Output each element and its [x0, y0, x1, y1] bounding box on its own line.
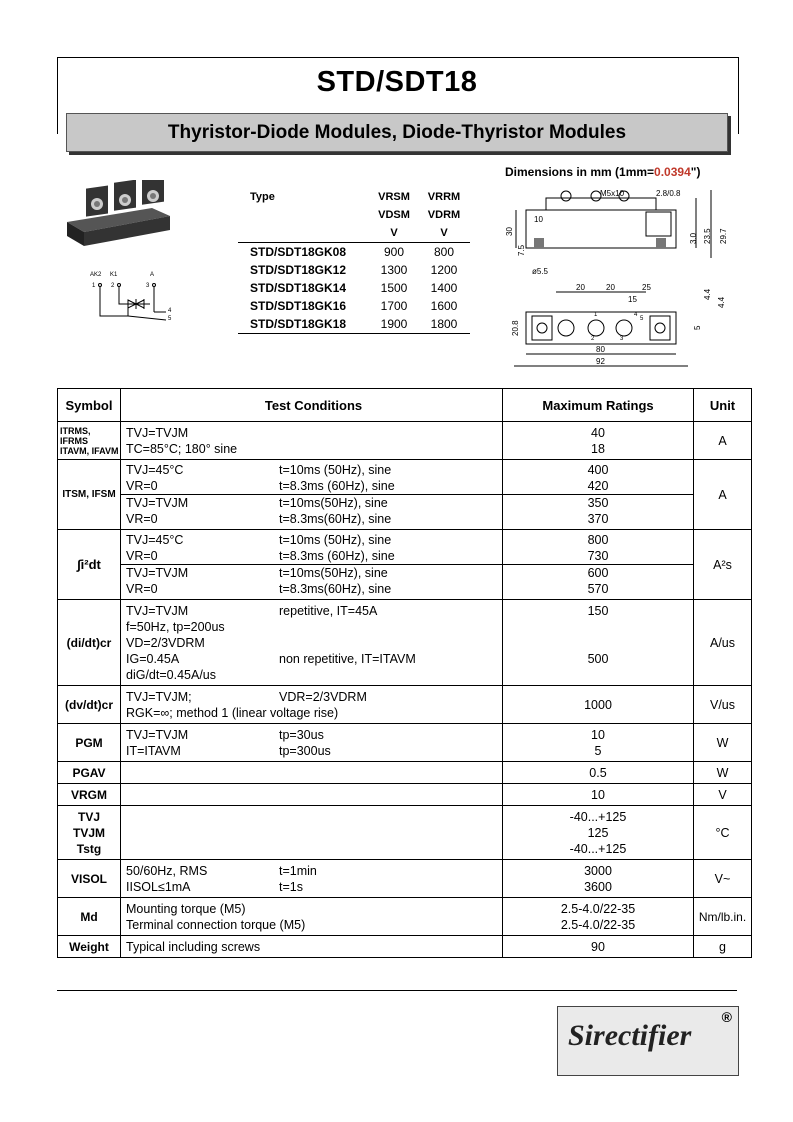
dimension-drawing [496, 182, 736, 372]
table-row: VRGM 10 V [58, 784, 752, 806]
dim-label: 20 [606, 283, 615, 292]
dim-label: M5x10 [600, 189, 625, 198]
circuit-schematic [88, 268, 178, 330]
dim-label: 80 [596, 345, 605, 354]
table-row: Md Mounting torque (M5) Terminal connection torque (M5) 2.5-4.0/22-35 2.5-4.0/22-35 Nm/lb.in. [58, 898, 752, 936]
dim-label: 30 [505, 227, 514, 236]
dim-label: 4.4 [703, 288, 712, 300]
module-photo [62, 180, 172, 250]
dim-label: 7.5 [517, 244, 526, 256]
header-conditions: Test Conditions [121, 389, 503, 422]
dim-label: 25 [642, 283, 651, 292]
table-row: ITSM, IFSM TVJ=45°C t=10ms (50Hz), sine VR=0 t=8.3ms (60Hz), sine TVJ=TVJM t=10ms(50Hz), sine VR=0 t=8.3ms(60Hz), sine 400 420 350 370 A [58, 460, 752, 530]
dim-label: 4.4 [717, 296, 726, 308]
table-row: ITRMS, IFRMS ITAVM, IFAVM TVJ=TVJM TC=85°C; 180° sine 40 18 A [58, 422, 752, 460]
label-pin4: 4 [168, 308, 172, 314]
logo-text: Sirectifier [568, 1019, 692, 1052]
footer-divider [57, 990, 737, 991]
dim-label: 4 [634, 312, 638, 318]
label-a: A [150, 272, 155, 278]
col-vdrm: VDRM [427, 209, 461, 221]
table-row: (di/dt)cr TVJ=TVJM repetitive, IT=45A f=50Hz, tp=200us VD=2/3VDRM IG=0.45A non repetitive, IT=ITAVM diG/dt=0.45A/us 150 500 A/us [58, 600, 752, 686]
col-vrrm: VRRM [427, 191, 461, 203]
label-ak2: AK2 [90, 272, 102, 278]
table-row: ∫i²dt TVJ=45°C t=10ms (50Hz), sine VR=0 t=8.3ms (60Hz), sine TVJ=TVJM t=10ms(50Hz), sine VR=0 t=8.3ms(60Hz), sine 800 730 600 570 A²s [58, 530, 752, 600]
table-row: Weight Typical including screws 90 g [58, 936, 752, 958]
header-ratings: Maximum Ratings [503, 389, 694, 422]
unit-v2: V [440, 227, 448, 239]
dim-label: 20.8 [511, 320, 520, 336]
table-row: STD/SDT18GK08 900 800 [250, 245, 455, 259]
table-row: STD/SDT18GK16 1700 1600 [250, 299, 458, 313]
table-row: PGAV 0.5 W [58, 762, 752, 784]
label-pin1: 1 [92, 283, 96, 289]
dim-label: 2.8/0.8 [656, 189, 681, 198]
header-symbol: Symbol [58, 389, 121, 422]
table-row: STD/SDT18GK18 1900 1800 [250, 317, 458, 331]
dim-label: 20 [576, 283, 585, 292]
dim-label: 3 [620, 336, 624, 342]
type-table-header [238, 188, 470, 206]
dim-label: 5 [640, 316, 644, 322]
label-k1: K1 [110, 272, 118, 278]
table-row: TVJ TVJM Tstg -40...+125 125 -40...+125 °C [58, 806, 752, 860]
dim-label: 1 [594, 312, 598, 318]
brand-logo [557, 1006, 739, 1076]
col-vrsm: VRSM [378, 191, 410, 203]
dim-label: 2 [591, 336, 595, 342]
page-subtitle: Thyristor-Diode Modules, Diode-Thyristor Modules [66, 113, 728, 152]
col-vdsm: VDSM [378, 209, 410, 221]
table-row: (dv/dt)cr TVJ=TVJM; VDR=2/3VDRM RGK=∞; method 1 (linear voltage rise) 1000 V/us [58, 686, 752, 724]
dim-label: 92 [596, 357, 605, 366]
table-row: VISOL 50/60Hz, RMS t=1min IISOL≤1mA t=1s 3000 3600 V~ [58, 860, 752, 898]
type-table-header-2 [238, 206, 470, 224]
label-pin3: 3 [146, 283, 150, 289]
registered-mark: ® [721, 1009, 732, 1025]
dimensions-title: Dimensions in mm (1mm=0.0394") [505, 165, 701, 179]
page-title: STD/SDT18 [316, 66, 478, 98]
type-table [238, 188, 470, 334]
dim-label: 29.7 [719, 228, 728, 244]
ratings-table [57, 388, 752, 958]
dim-label: 23.5 [703, 228, 712, 244]
dim-label: 10 [534, 215, 543, 224]
dim-label: 15 [628, 295, 637, 304]
col-type: Type [250, 191, 275, 203]
dim-label: 5 [693, 325, 702, 330]
type-table-units [238, 224, 470, 242]
label-pin2: 2 [111, 283, 115, 289]
table-header [58, 389, 752, 422]
dim-label: 3.0 [689, 232, 698, 244]
table-row: STD/SDT18GK12 1300 1200 [250, 263, 458, 277]
table-row: PGM TVJ=TVJM tp=30us IT=ITAVM tp=300us 10 5 W [58, 724, 752, 762]
label-pin5: 5 [168, 316, 172, 322]
header-unit: Unit [694, 389, 752, 422]
dim-label: ø5.5 [532, 267, 549, 276]
table-row: STD/SDT18GK14 1500 1400 [250, 281, 458, 295]
unit-v1: V [390, 227, 398, 239]
